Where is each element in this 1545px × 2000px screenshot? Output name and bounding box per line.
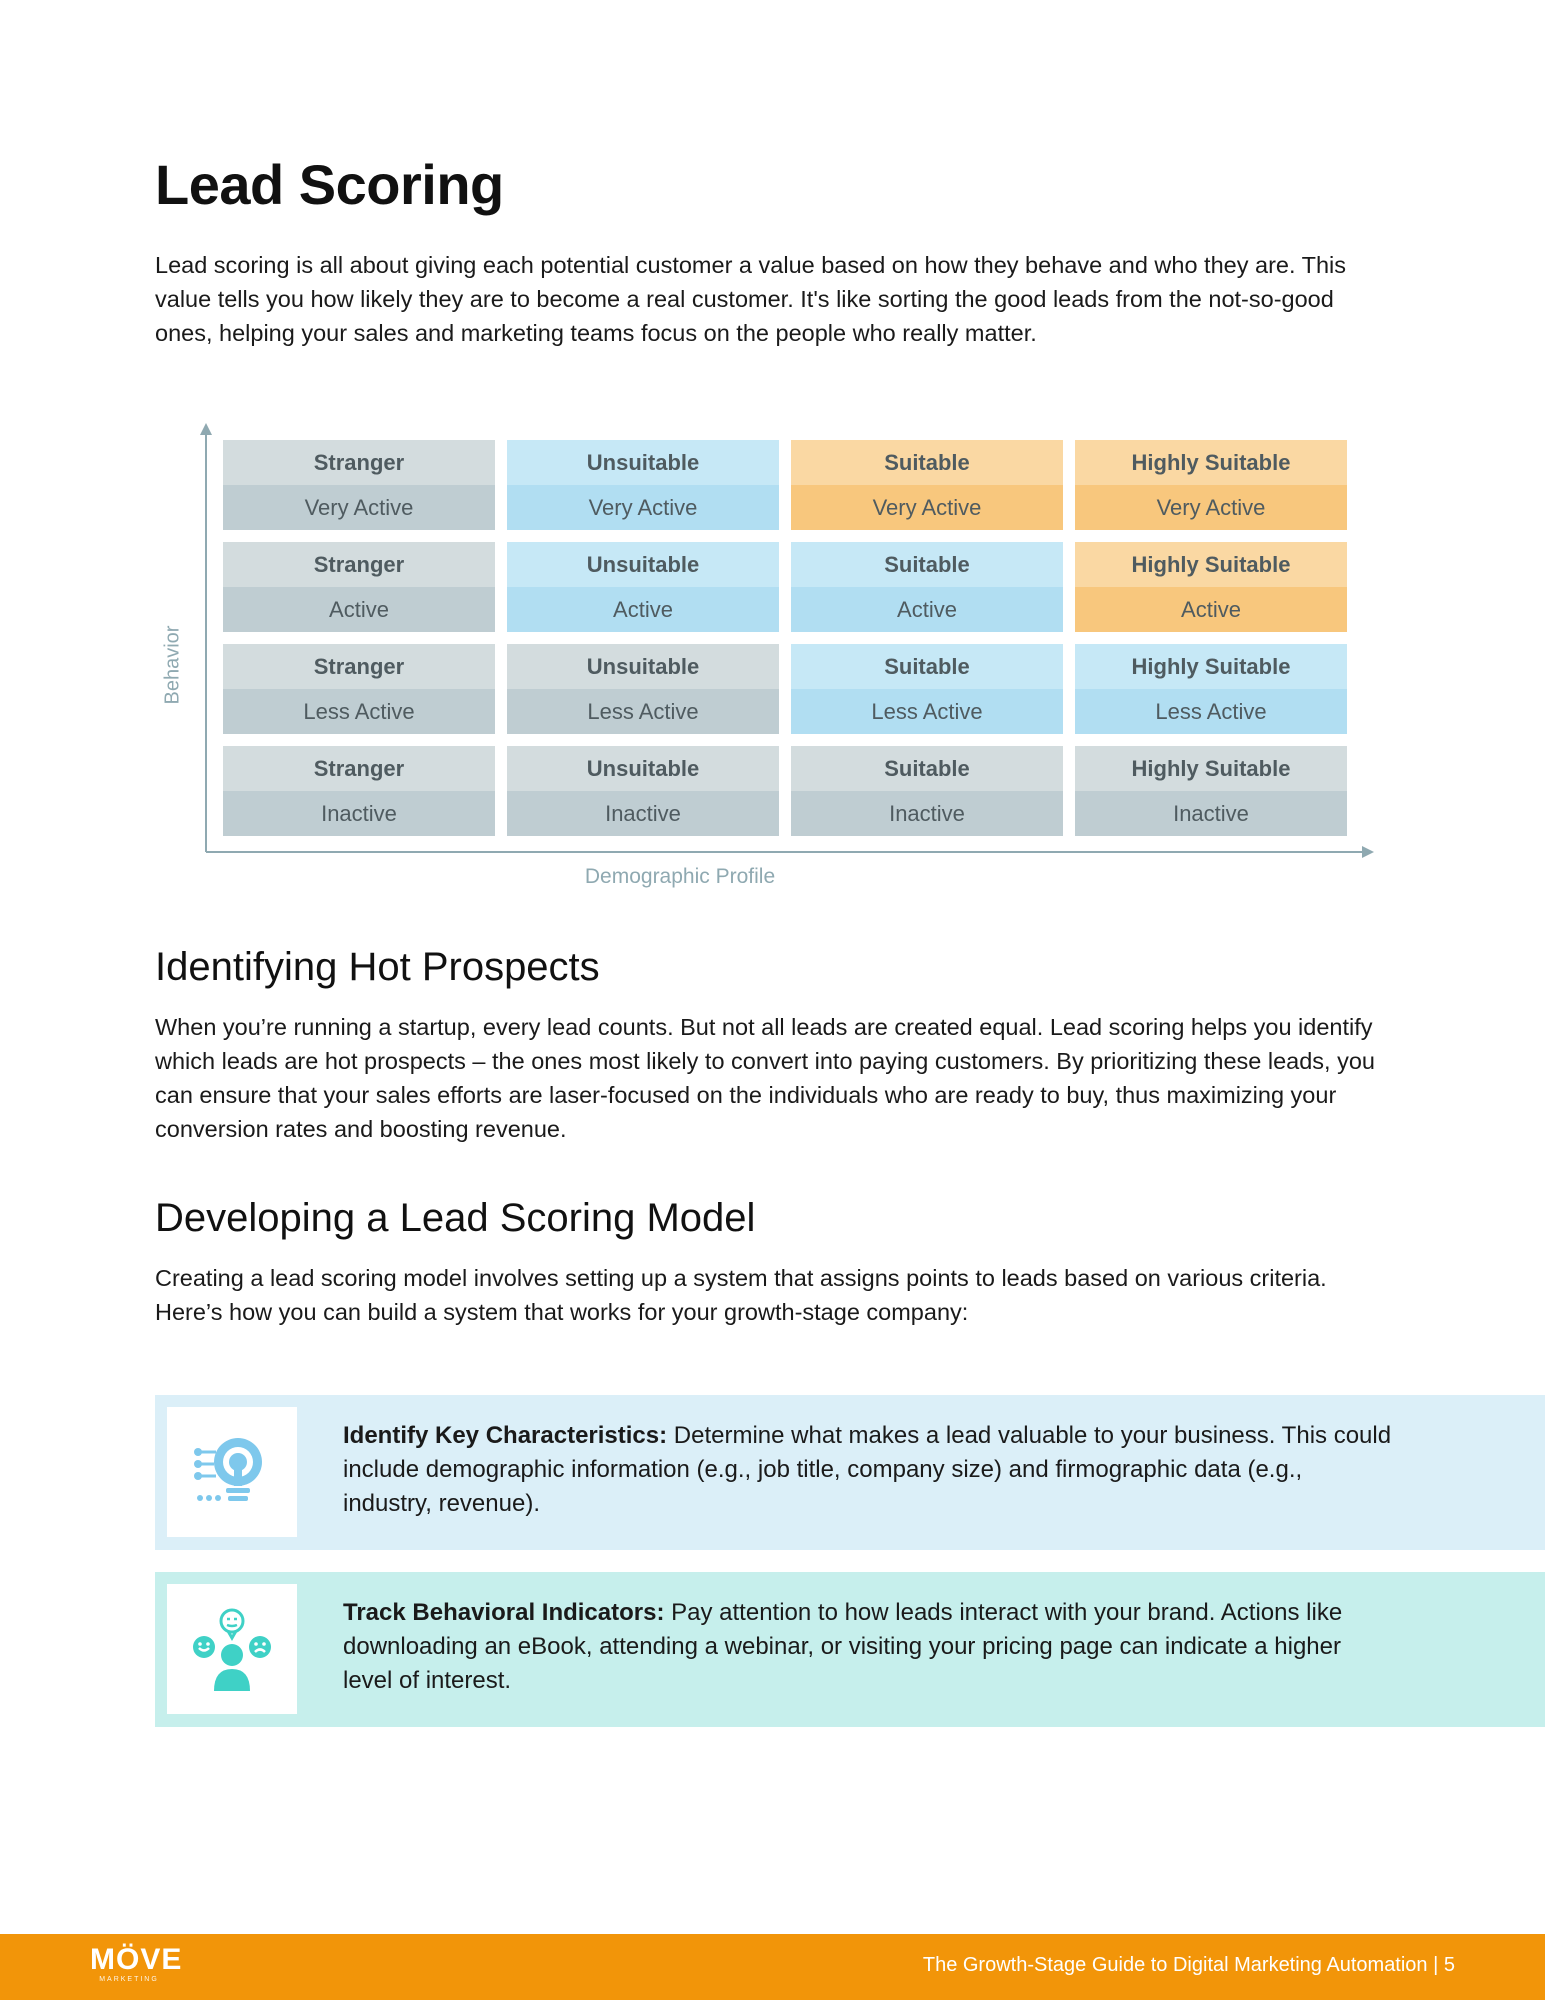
- cell-behavior-label: Active: [507, 587, 779, 632]
- cell-behavior-label: Very Active: [507, 485, 779, 530]
- scoring-model-paragraph: Creating a lead scoring model involves setting up a system that assigns points to leads based on various criteria. Here’s how you can build a system that works for your growth-stage company:: [155, 1265, 1327, 1325]
- step-description: Pay attention to how leads interact with your brand. Actions like downloading an eBook, attending a webinar, or visiting your pricing page can indicate a higher level of interest.: [343, 1599, 1343, 1694]
- cell-behavior-label: Inactive: [1075, 791, 1347, 836]
- cell-profile-label: Highly Suitable: [1075, 644, 1347, 689]
- matrix-cell: [791, 644, 1063, 734]
- cell-behavior-label: Less Active: [223, 689, 495, 734]
- cell-behavior-label: Very Active: [791, 485, 1063, 530]
- cell-behavior-label: Very Active: [1075, 485, 1347, 530]
- cell-profile-label: Suitable: [791, 542, 1063, 587]
- matrix-cell: [223, 542, 495, 632]
- footer-text: The Growth-Stage Guide to Digital Marketing Automation | 5: [922, 1954, 1455, 1976]
- step-text: [343, 1419, 1393, 1521]
- page-title: Lead Scoring: [155, 153, 504, 216]
- step-card-key-characteristics: [155, 1395, 1545, 1550]
- cell-behavior-label: Active: [1075, 587, 1347, 632]
- matrix-cell: [507, 746, 779, 836]
- cell-profile-label: Unsuitable: [507, 644, 779, 689]
- cell-behavior-label: Less Active: [791, 689, 1063, 734]
- cell-profile-label: Highly Suitable: [1075, 542, 1347, 587]
- cell-behavior-label: Inactive: [223, 791, 495, 836]
- x-axis-label: Demographic Profile: [584, 865, 776, 888]
- step-title: Identify Key Characteristics:: [343, 1422, 668, 1449]
- matrix-cell: [507, 542, 779, 632]
- y-axis-label: Behavior: [161, 625, 184, 705]
- cell-behavior-label: Very Active: [223, 485, 495, 530]
- cell-behavior-label: Less Active: [1075, 689, 1347, 734]
- cell-profile-label: Highly Suitable: [1075, 440, 1347, 485]
- cell-profile-label: Unsuitable: [507, 440, 779, 485]
- matrix-cell: [507, 644, 779, 734]
- cell-profile-label: Stranger: [223, 542, 495, 587]
- hot-prospects-paragraph: When you’re running a startup, every lead counts. But not all leads are created equal. Lead scoring helps you identify which leads are hot prospects – the ones most likely to convert into paying customers. By prioritizing these leads, you can ensure that your sales efforts are laser-focused on the individuals who are ready to buy, thus maximizing your conversion rates and boosting revenue.: [155, 1014, 1376, 1142]
- matrix-cell: [1075, 644, 1347, 734]
- cell-profile-label: Unsuitable: [507, 542, 779, 587]
- cell-profile-label: Unsuitable: [507, 746, 779, 791]
- matrix-cell: [791, 542, 1063, 632]
- cell-profile-label: Suitable: [791, 440, 1063, 485]
- step-title: Track Behavioral Indicators:: [343, 1599, 665, 1626]
- cell-profile-label: Highly Suitable: [1075, 746, 1347, 791]
- cell-profile-label: Stranger: [223, 644, 495, 689]
- cell-profile-label: Stranger: [223, 440, 495, 485]
- section-heading-hot-prospects: Identifying Hot Prospects: [155, 945, 600, 989]
- cell-behavior-label: Active: [223, 587, 495, 632]
- matrix-cell: [791, 440, 1063, 530]
- cell-behavior-label: Active: [791, 587, 1063, 632]
- section-heading-scoring-model: Developing a Lead Scoring Model: [155, 1196, 756, 1240]
- step-description: Determine what makes a lead valuable to your business. This could include demographic information (e.g., job title, company size) and firmographic data (e.g., industry, revenue).: [343, 1422, 1392, 1517]
- matrix-cell: [1075, 440, 1347, 530]
- matrix-cell: [223, 440, 495, 530]
- matrix-cell: [507, 440, 779, 530]
- intro-paragraph: Lead scoring is all about giving each potential customer a value based on how they behave and who they are. This value tells you how likely they are to become a real customer. It's like sorting the good leads from the not-so-good ones, helping your sales and marketing teams focus on the people who really matter.: [155, 252, 1346, 346]
- matrix-cell: [223, 644, 495, 734]
- matrix-cell: [791, 746, 1063, 836]
- cell-profile-label: Suitable: [791, 644, 1063, 689]
- step-text: [343, 1596, 1393, 1698]
- lightbulb-icon: [190, 1430, 274, 1514]
- matrix-cell: [1075, 746, 1347, 836]
- matrix-cell: [1075, 542, 1347, 632]
- page-footer: [0, 1934, 1545, 2000]
- step-card-behavioral-indicators: [155, 1572, 1545, 1727]
- cell-profile-label: Suitable: [791, 746, 1063, 791]
- cell-behavior-label: Inactive: [507, 791, 779, 836]
- cell-behavior-label: Inactive: [791, 791, 1063, 836]
- cell-profile-label: Stranger: [223, 746, 495, 791]
- people-feedback-icon: [190, 1607, 274, 1691]
- matrix-cell: [223, 746, 495, 836]
- cell-behavior-label: Less Active: [507, 689, 779, 734]
- move-logo: MÖVE MARKETING: [90, 1943, 183, 1983]
- lead-scoring-matrix: [155, 415, 1395, 905]
